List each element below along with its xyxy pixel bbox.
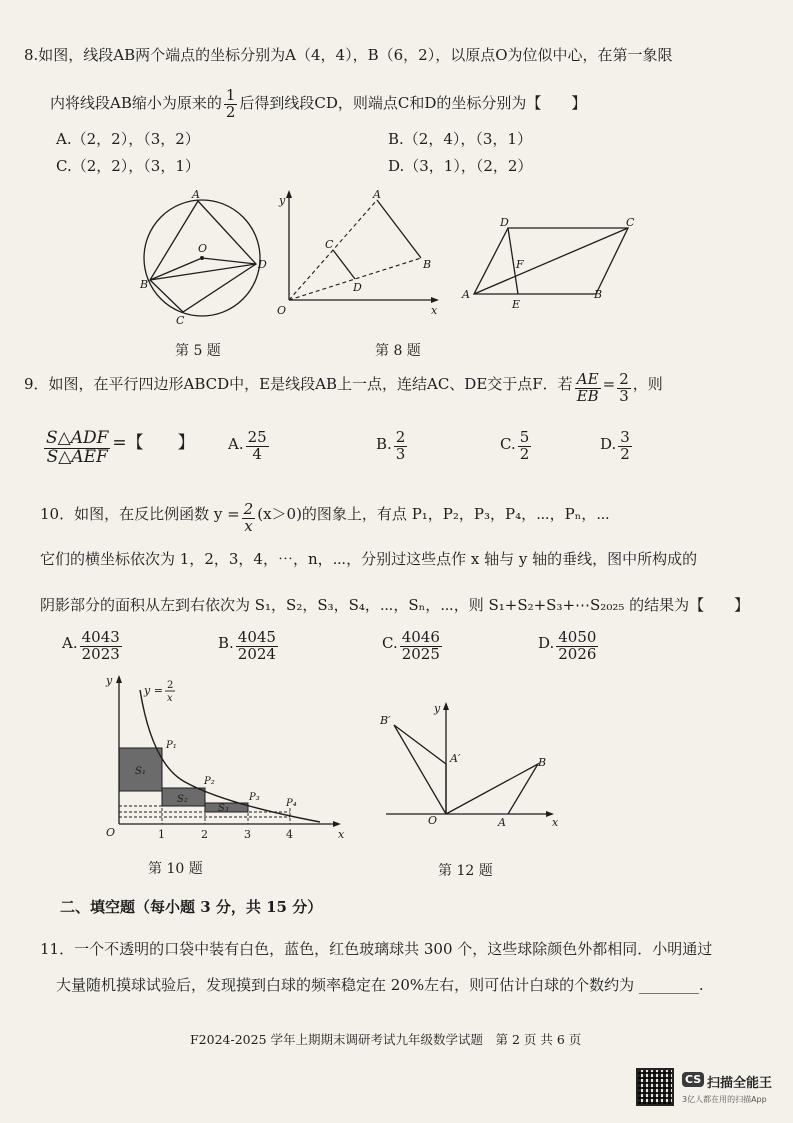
fig10-label-p4: P₄ — [286, 798, 297, 809]
fig8-segment-cd — [333, 250, 355, 279]
fig10-label-p3: P₃ — [249, 792, 260, 803]
q9-option-a-num: 25 — [247, 428, 267, 446]
q9-line1 — [24, 372, 663, 405]
fig10-label-s2: S₂ — [177, 794, 188, 805]
q9-line2 — [42, 428, 195, 467]
q9-ratio-fraction — [575, 372, 601, 405]
q9-text: 9．如图，在平行四边形ABCD中，E是线段AB上一点，连结AC、DE交于点F．若 — [24, 374, 573, 393]
fig10-x-arrow — [333, 821, 341, 827]
fig8-label-b: B — [423, 258, 432, 271]
fig10-label-x: x — [338, 828, 345, 841]
fig9-diagonal-ac — [474, 228, 628, 294]
fig12-label-o: O — [428, 814, 438, 827]
q10-line1-pre: 10．如图，在反比例函数 y = — [40, 504, 240, 523]
fig5-label-b: B — [140, 278, 149, 291]
fig9-label-d: D — [500, 216, 509, 229]
q9-option-c-num: 5 — [519, 428, 530, 446]
fig5-center-dot — [200, 256, 204, 260]
q9-ratio-eq: = — [602, 374, 616, 393]
q9-option-a-frac — [246, 430, 269, 463]
q10-option-a-den: 2023 — [81, 644, 120, 663]
fig5-label-a: A — [192, 188, 200, 201]
q9-option-b-frac — [394, 430, 408, 463]
cs-logo-icon: CS — [682, 1072, 704, 1087]
section-2-heading: 二、填空题（每小题 3 分，共 15 分） — [60, 898, 323, 916]
q9-option-b-den: 3 — [395, 444, 406, 463]
figure-12 — [378, 700, 568, 830]
fig10-caption: 第 10 题 — [148, 861, 203, 877]
fig9-label-e: E — [512, 298, 521, 311]
fig12-label-b-prime: B′ — [380, 714, 391, 727]
scanner-brand: 扫描全能王 — [707, 1076, 773, 1091]
q8-option-c: C.（2，2），（3，1） — [56, 157, 200, 175]
fig12-y-arrow — [443, 702, 449, 710]
fig10-y-arrow — [116, 675, 122, 683]
q9-equals-bracket: =【 】 — [112, 433, 195, 453]
fig8-label-y: y — [279, 194, 286, 207]
fig9-label-a: A — [462, 288, 470, 301]
q10-function-den: x — [244, 516, 253, 535]
fig10-label-s1: S₁ — [135, 766, 146, 777]
q10-option-d-label: D. — [538, 633, 555, 652]
fig10-label-p2: P₂ — [204, 776, 215, 787]
fig10-tick-2: 2 — [201, 828, 208, 841]
q10-line1 — [40, 502, 610, 535]
q10-line1-post: (x＞0)的图象上，有点 P₁，P₂，P₃，P₄，⋯，Pₙ，⋯ — [257, 504, 610, 523]
fig5-label-d: D — [258, 258, 267, 271]
q10-option-d-frac — [556, 630, 598, 663]
q10-function-frac — [242, 502, 256, 535]
q9-option-d-label: D. — [600, 434, 617, 453]
fig10-tick-1: 1 — [158, 828, 165, 841]
q9-ratio-value — [617, 372, 631, 405]
q10-option-d — [538, 630, 600, 663]
q9-ratio-val-den: 3 — [619, 386, 629, 405]
q9-option-c-frac — [518, 430, 532, 463]
q8-frac-num: 1 — [225, 86, 236, 104]
fig10-tick-3: 3 — [244, 828, 251, 841]
q8-line2 — [50, 88, 586, 121]
fig8-caption: 第 8 题 — [375, 343, 421, 359]
q10-option-d-den: 2026 — [558, 644, 597, 663]
fig12-triangle-original — [446, 764, 538, 814]
q9-option-b-label: B. — [376, 434, 392, 453]
fig12-label-a-prime: A′ — [450, 752, 461, 765]
q9-ratio-val-num: 2 — [619, 370, 629, 388]
q10-option-c-label: C. — [382, 633, 398, 652]
q10-option-c — [382, 630, 444, 663]
q9-option-d-den: 2 — [620, 444, 630, 463]
fig12-label-b: B — [538, 756, 547, 769]
fig5-radius-od — [202, 258, 256, 264]
q10-option-b-label: B. — [218, 633, 234, 652]
fig10-label-p1: P₁ — [166, 740, 177, 751]
q9-option-a-label: A. — [228, 434, 244, 453]
fig10-label-y: y — [106, 674, 113, 687]
fig8-label-d: D — [353, 281, 362, 294]
q9-option-a-den: 4 — [252, 444, 262, 463]
q10-option-c-num: 4046 — [401, 628, 440, 646]
q9-ratio-den: EB — [576, 386, 599, 405]
q11-line2: 大量随机摸球试验后，发现摸到白球的频率稳定在 20%左右，则可估计白球的个数约为 ________. — [56, 976, 704, 994]
fig10-label-fn-y: y = — [144, 684, 163, 697]
fig5-label-o: O — [198, 242, 208, 255]
fig12-caption: 第 12 题 — [438, 863, 493, 879]
fig5-label-c: C — [176, 314, 185, 327]
fig10-label-fn-den: x — [167, 693, 173, 704]
fig8-label-c: C — [325, 238, 334, 251]
q10-option-c-den: 2025 — [401, 644, 440, 663]
qr-code-icon — [636, 1068, 674, 1106]
q8-frac-den: 2 — [225, 102, 236, 121]
figure-10 — [100, 672, 350, 842]
q8-option-b: B.（2，4），（3，1） — [388, 130, 532, 148]
fig10-label-o: O — [106, 826, 116, 839]
q9-option-b — [376, 430, 409, 463]
q10-function-num: 2 — [243, 500, 254, 518]
fig12-label-a: A — [498, 816, 506, 829]
q9-area-den: S△AEF — [46, 447, 108, 467]
q10-option-a-label: A. — [62, 633, 78, 652]
q9-ratio-num: AE — [575, 372, 601, 389]
fig10-label-s3: S₃ — [218, 803, 229, 814]
fig5-caption: 第 5 题 — [175, 343, 221, 359]
q9-area-num: S△ADF — [46, 428, 109, 449]
q11-line1: 11．一个不透明的口袋中装有白色，蓝色，红色玻璃球共 300 个，这些球除颜色外都相同．小明通过 — [40, 940, 713, 958]
q9-option-d-num: 3 — [620, 428, 630, 446]
fig8-y-arrow — [286, 190, 292, 198]
fig9-label-b: B — [594, 288, 603, 301]
fig12-triangle-rotated — [394, 725, 446, 814]
figure-5 — [138, 188, 278, 332]
q10-option-b — [218, 630, 280, 663]
q10-line3: 阴影部分的面积从左到右依次为 S₁，S₂，S₃，S₄，⋯，Sₙ，⋯，则 S₁+S₂+S₃+⋯S₂₀₂₅ 的结果为【 】 — [40, 596, 750, 614]
q10-option-a-frac — [80, 630, 122, 663]
q8-line1: 8.如图，线段AB两个端点的坐标分别为A（4，4），B（6，2），以原点O为位似中心，在第一象限 — [24, 46, 673, 64]
q10-option-a-num: 4043 — [81, 628, 120, 646]
fig8-label-a: A — [373, 188, 381, 201]
q9-area-ratio — [44, 430, 110, 467]
q8-line2-pre: 内将线段AB缩小为原来的 — [50, 93, 222, 112]
q10-option-a — [62, 630, 124, 663]
q8-option-d: D.（3，1），（2，2） — [388, 157, 533, 175]
q10-line2: 它们的横坐标依次为 1，2，3，4，⋯，n，⋯，分别过这些点作 x 轴与 y 轴的垂线，图中所构成的 — [40, 550, 698, 568]
q10-option-b-den: 2024 — [237, 644, 276, 663]
figure-8 — [275, 190, 445, 320]
fig12-label-x: x — [552, 816, 559, 829]
fig8-label-x: x — [431, 304, 438, 317]
q10-option-b-num: 4045 — [237, 628, 276, 646]
fig10-tick-4: 4 — [286, 828, 293, 841]
q9-option-d — [600, 430, 634, 463]
q8-fraction — [224, 88, 238, 121]
q8-option-a: A.（2，2），（3，2） — [56, 130, 200, 148]
page-footer: F2024-2025 学年上期期末调研考试九年级数学试题 第 2 页 共 6 页 — [190, 1032, 582, 1047]
fig9-label-c: C — [626, 216, 635, 229]
fig12-label-y: y — [434, 702, 441, 715]
q9-option-c-label: C. — [500, 434, 516, 453]
fig8-label-o: O — [277, 304, 287, 317]
q10-option-c-frac — [400, 630, 442, 663]
fig9-label-f: F — [516, 258, 524, 271]
q9-option-d-frac — [618, 430, 632, 463]
q9-option-c-den: 2 — [519, 444, 530, 463]
q10-option-b-frac — [236, 630, 278, 663]
scanner-tagline: 3亿人都在用的扫描App — [682, 1095, 767, 1104]
q9-option-c — [500, 430, 533, 463]
fig8-x-arrow — [431, 297, 439, 303]
q9-option-b-num: 2 — [395, 428, 406, 446]
fig10-label-fn-num: 2 — [167, 680, 174, 691]
figure-9 — [462, 212, 652, 312]
q8-line2-post: 后得到线段CD，则端点C和D的坐标分别为【 】 — [239, 93, 587, 112]
q9-tail: ，则 — [632, 374, 663, 393]
q9-option-a — [228, 430, 271, 463]
fig8-segment-ab — [377, 200, 421, 258]
fig5-chord-bd — [150, 264, 256, 280]
q10-option-d-num: 4050 — [558, 628, 597, 646]
